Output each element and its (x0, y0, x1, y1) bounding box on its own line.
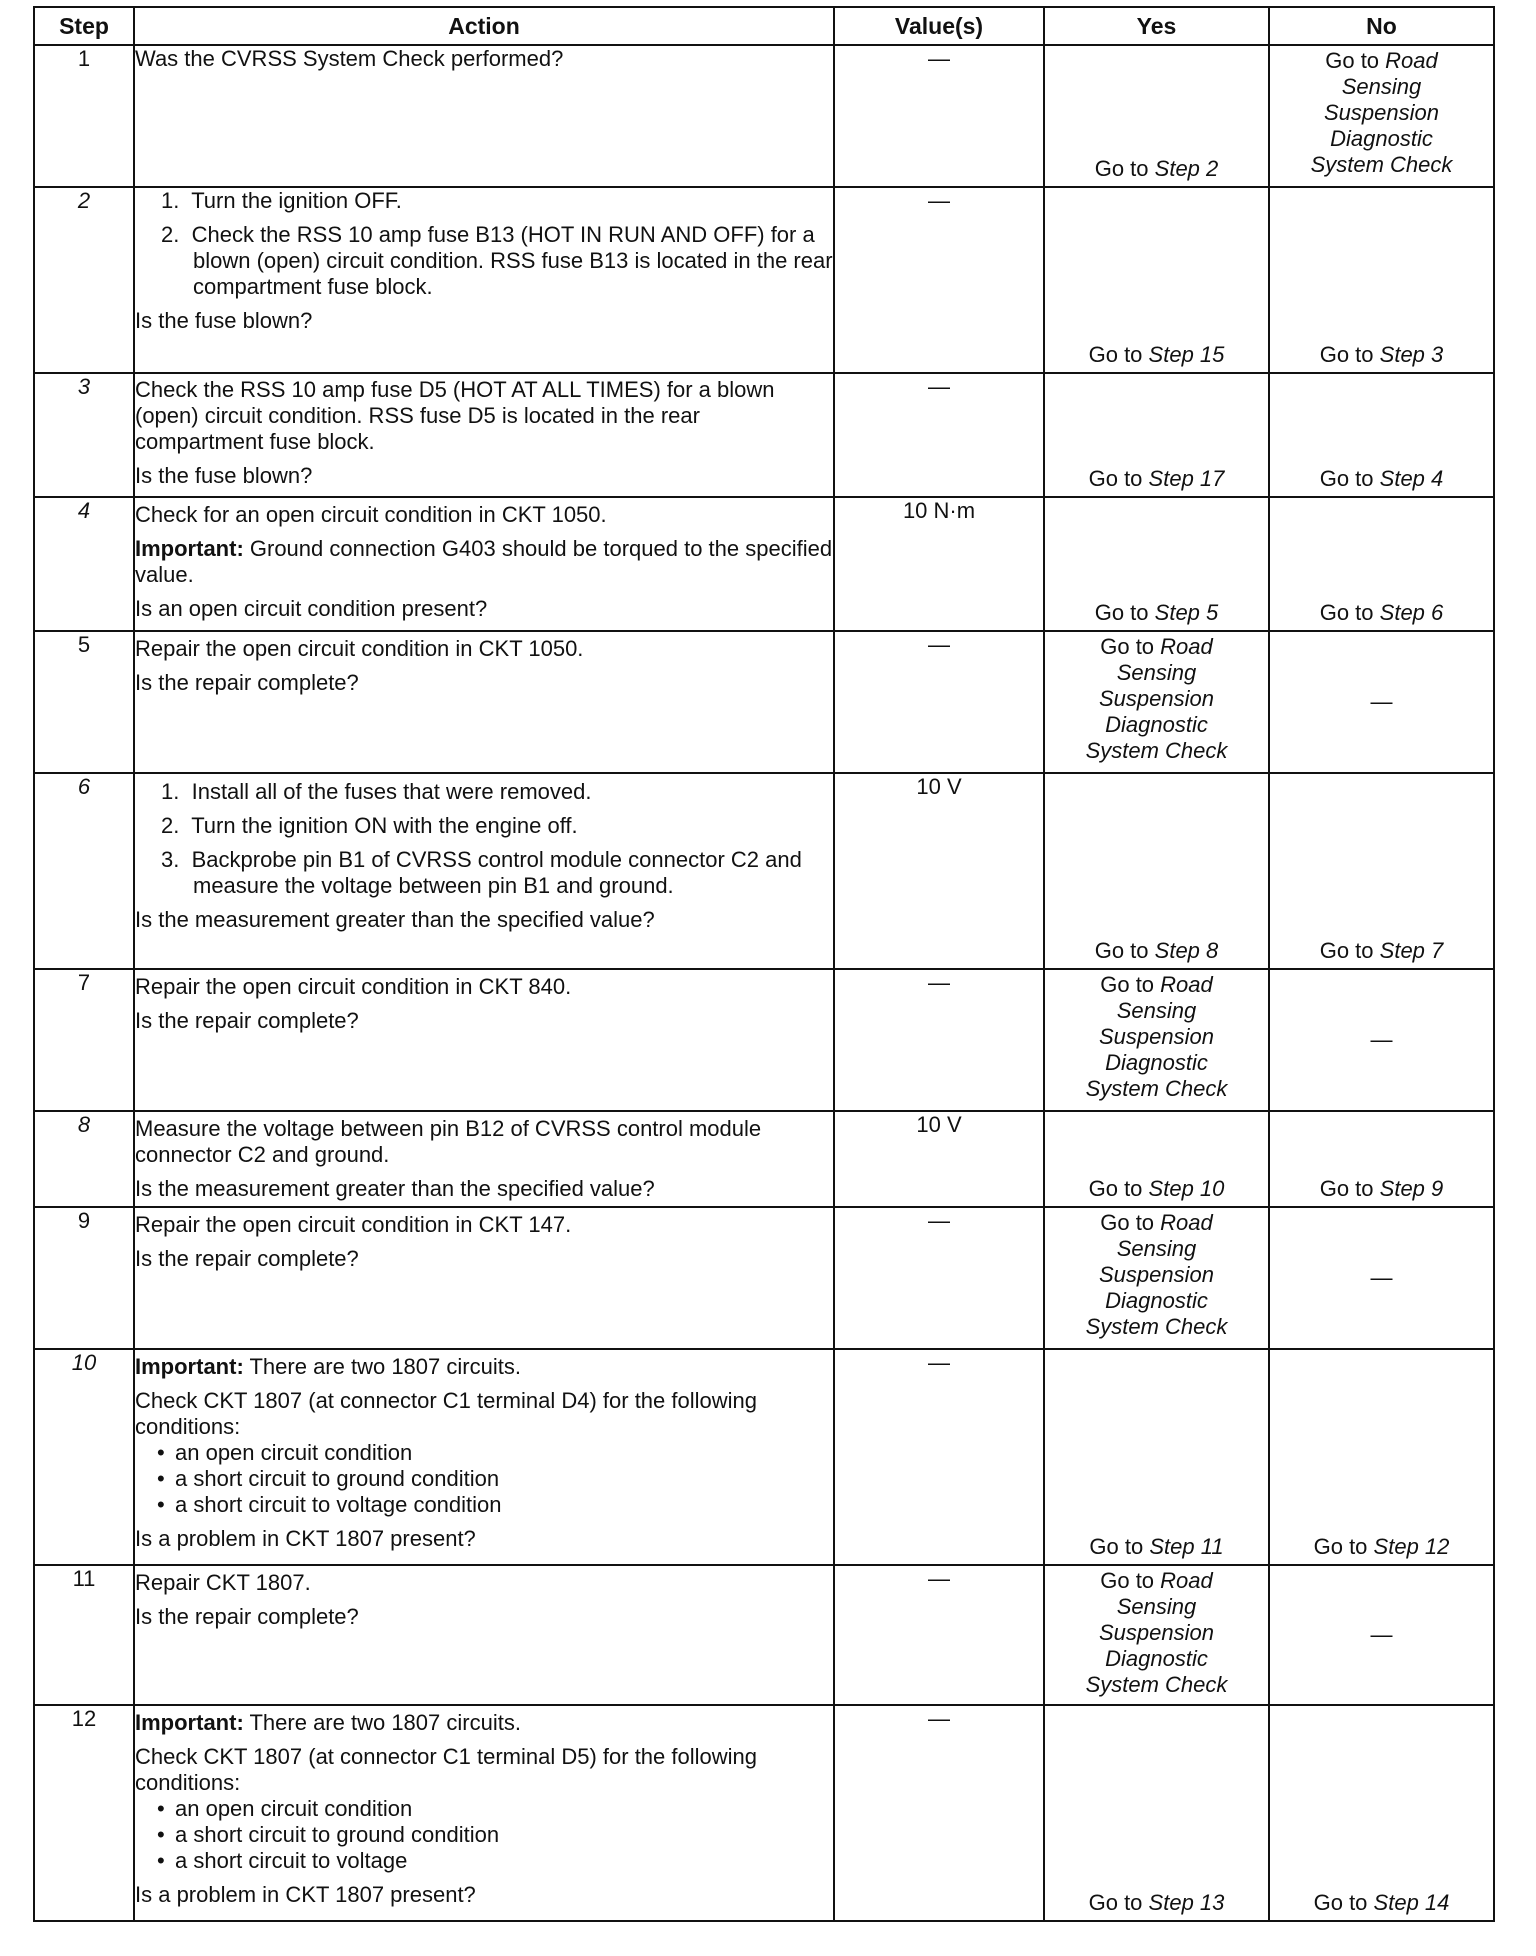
value-cell (834, 45, 1044, 187)
table-row (34, 45, 1494, 187)
step-reference: Step 11 (1149, 1534, 1224, 1559)
rss-line: Suspension (1099, 686, 1214, 711)
rss-line: System Check (1085, 1314, 1228, 1339)
table-row (34, 497, 1494, 631)
step-number: 10 (34, 1349, 134, 1565)
rss-line: Sensing (1116, 660, 1197, 685)
list-item: 1. Install all of the fuses that were removed. (161, 779, 592, 804)
action-cell (134, 1705, 834, 1921)
dash: — (928, 374, 950, 399)
rss-line: Suspension (1099, 1024, 1214, 1049)
goto-label: Go to (1100, 1568, 1155, 1593)
rss-line: Road (1385, 48, 1438, 73)
action-cell (134, 45, 834, 187)
step-number: 4 (34, 497, 134, 631)
rss-line: Diagnostic (1105, 712, 1208, 737)
numbered-list (135, 779, 833, 899)
value-cell (834, 1349, 1044, 1565)
step-number: 7 (34, 969, 134, 1111)
list-item: • a short circuit to voltage condition (135, 1492, 833, 1518)
step-reference: Step 8 (1154, 938, 1219, 963)
step-number: 11 (34, 1565, 134, 1705)
yes-cell (1044, 1207, 1269, 1349)
rss-line: Road (1160, 1210, 1213, 1235)
goto-label: Go to (1319, 1176, 1374, 1201)
step-reference: Step 15 (1148, 342, 1225, 367)
question-text: Is the repair complete? (135, 1246, 359, 1271)
step-number: 1 (34, 45, 134, 187)
goto-label: Go to (1100, 1210, 1155, 1235)
action-cell (134, 1207, 834, 1349)
action-text: Check CKT 1807 (at connector C1 terminal D4) for the following conditions: (135, 1388, 757, 1439)
rss-line: System Check (1085, 738, 1228, 763)
step-reference: Step 2 (1154, 156, 1219, 181)
goto-label: Go to (1094, 156, 1149, 181)
dash: — (928, 1706, 950, 1731)
goto-label: Go to (1319, 600, 1374, 625)
yes-cell (1044, 1349, 1269, 1565)
list-item: 1. Turn the ignition OFF. (161, 188, 402, 213)
no-cell (1269, 1565, 1494, 1705)
goto-label: Go to (1325, 48, 1380, 73)
header-yes: Yes (1044, 7, 1269, 45)
header-step: Step (34, 7, 134, 45)
list-item: • a short circuit to ground condition (135, 1822, 833, 1848)
dash: — (928, 46, 950, 71)
value-cell (834, 373, 1044, 497)
rss-line: Suspension (1324, 100, 1439, 125)
value-cell: 10 N·m (834, 497, 1044, 631)
rss-line: Sensing (1341, 74, 1422, 99)
action-cell (134, 631, 834, 773)
question-text: Is the repair complete? (135, 1604, 359, 1629)
yes-cell (1044, 187, 1269, 373)
no-cell (1269, 497, 1494, 631)
goto-label: Go to (1089, 1534, 1144, 1559)
dash: — (1370, 1027, 1393, 1052)
action-text: Check for an open circuit condition in CKT 1050. (135, 502, 607, 527)
goto-label: Go to (1100, 972, 1155, 997)
no-cell (1269, 1705, 1494, 1921)
question-text: Is the fuse blown? (135, 308, 313, 333)
step-reference: Step 12 (1373, 1534, 1450, 1559)
diagnostic-table (33, 6, 1495, 1922)
action-text: Measure the voltage between pin B12 of CVRSS control module connector C2 and ground. (135, 1116, 762, 1167)
rss-line: Road (1160, 634, 1213, 659)
rss-line: Diagnostic (1330, 126, 1433, 151)
dash: — (928, 188, 950, 213)
rss-line: System Check (1085, 1076, 1228, 1101)
list-item: • a short circuit to voltage (135, 1848, 833, 1874)
goto-label: Go to (1088, 1176, 1143, 1201)
yes-cell (1044, 1565, 1269, 1705)
question-text: Is a problem in CKT 1807 present? (135, 1882, 476, 1907)
step-reference: Step 4 (1379, 466, 1444, 491)
action-text: Repair CKT 1807. (135, 1570, 311, 1595)
value-cell: 10 V (834, 773, 1044, 969)
table-row (34, 1207, 1494, 1349)
header-no: No (1269, 7, 1494, 45)
rss-line: Diagnostic (1105, 1288, 1208, 1313)
table-row (34, 773, 1494, 969)
action-cell (134, 1565, 834, 1705)
dash: — (928, 1208, 950, 1233)
no-cell (1269, 969, 1494, 1111)
yes-cell (1044, 45, 1269, 187)
step-number: 9 (34, 1207, 134, 1349)
action-cell (134, 969, 834, 1111)
goto-label: Go to (1088, 466, 1143, 491)
table-row (34, 631, 1494, 773)
yes-cell (1044, 1111, 1269, 1207)
yes-cell (1044, 773, 1269, 969)
header-action: Action (134, 7, 834, 45)
question-text: Is the repair complete? (135, 1008, 359, 1033)
step-reference: Step 14 (1373, 1890, 1450, 1915)
dash: — (928, 1566, 950, 1591)
list-item: 2. Check the RSS 10 amp fuse B13 (HOT IN RUN AND OFF) for a blown (open) circuit condition. RSS fuse B13 is located in the rear compartment fuse block. (161, 222, 833, 299)
table-row (34, 187, 1494, 373)
dash: — (1370, 1265, 1393, 1290)
action-text: Repair the open circuit condition in CKT 840. (135, 974, 572, 999)
rss-line: Suspension (1099, 1262, 1214, 1287)
action-cell (134, 497, 834, 631)
action-text: Repair the open circuit condition in CKT 1050. (135, 636, 584, 661)
question-text: Is a problem in CKT 1807 present? (135, 1526, 476, 1551)
step-reference: Step 6 (1379, 600, 1444, 625)
table-row (34, 1565, 1494, 1705)
rss-line: System Check (1085, 1672, 1228, 1697)
rss-line: Sensing (1116, 998, 1197, 1023)
goto-label: Go to (1313, 1890, 1368, 1915)
rss-line: Sensing (1116, 1236, 1197, 1261)
table-row (34, 1111, 1494, 1207)
action-cell (134, 187, 834, 373)
value-cell (834, 1565, 1044, 1705)
yes-cell (1044, 631, 1269, 773)
no-cell (1269, 45, 1494, 187)
no-cell (1269, 187, 1494, 373)
no-cell (1269, 373, 1494, 497)
step-reference: Step 9 (1379, 1176, 1444, 1201)
step-number: 8 (34, 1111, 134, 1207)
header-row (34, 7, 1494, 45)
no-cell (1269, 1349, 1494, 1565)
question-text: Is an open circuit condition present? (135, 596, 488, 621)
no-cell (1269, 1207, 1494, 1349)
yes-cell (1044, 1705, 1269, 1921)
goto-label: Go to (1094, 600, 1149, 625)
goto-label: Go to (1094, 938, 1149, 963)
list-item: • an open circuit condition (135, 1796, 833, 1822)
step-reference: Step 13 (1148, 1890, 1225, 1915)
rss-line: Sensing (1116, 1594, 1197, 1619)
list-item: • an open circuit condition (135, 1440, 833, 1466)
dash: — (1370, 1622, 1393, 1647)
bullet-list (135, 1440, 833, 1518)
table-row (34, 969, 1494, 1111)
goto-label: Go to (1313, 1534, 1368, 1559)
table-row (34, 1349, 1494, 1565)
rss-line: Suspension (1099, 1620, 1214, 1645)
action-cell (134, 773, 834, 969)
step-reference: Step 5 (1154, 600, 1219, 625)
question-text: Is the fuse blown? (135, 463, 313, 488)
goto-label: Go to (1319, 342, 1374, 367)
goto-label: Go to (1088, 342, 1143, 367)
important-note: Important: There are two 1807 circuits. (135, 1710, 521, 1735)
rss-line: Road (1160, 1568, 1213, 1593)
action-text: Check the RSS 10 amp fuse D5 (HOT AT ALL TIMES) for a blown (open) circuit condition. RSS fuse D5 is located in the rear compartment fuse block. (135, 377, 775, 454)
action-cell (134, 1111, 834, 1207)
value-cell: 10 V (834, 1111, 1044, 1207)
dash: — (928, 632, 950, 657)
step-reference: Step 10 (1148, 1176, 1225, 1201)
rss-line: Diagnostic (1105, 1646, 1208, 1671)
action-cell (134, 373, 834, 497)
step-reference: Step 17 (1148, 466, 1225, 491)
question-text: Is the repair complete? (135, 670, 359, 695)
rss-line: System Check (1310, 152, 1453, 177)
step-number: 6 (34, 773, 134, 969)
question-text: Is the measurement greater than the specified value? (135, 1176, 655, 1201)
goto-label: Go to (1100, 634, 1155, 659)
yes-cell (1044, 969, 1269, 1111)
yes-cell (1044, 497, 1269, 631)
important-note: Important: There are two 1807 circuits. (135, 1354, 521, 1379)
no-cell (1269, 773, 1494, 969)
value-cell (834, 969, 1044, 1111)
goto-label: Go to (1319, 938, 1374, 963)
rss-line: Diagnostic (1105, 1050, 1208, 1075)
step-number: 12 (34, 1705, 134, 1921)
numbered-list (135, 188, 833, 300)
step-number: 3 (34, 373, 134, 497)
value-cell (834, 631, 1044, 773)
step-reference: Step 7 (1379, 938, 1444, 963)
list-item: 2. Turn the ignition ON with the engine off. (161, 813, 578, 838)
action-text: Repair the open circuit condition in CKT 147. (135, 1212, 572, 1237)
important-note: Important: Ground connection G403 should be torqued to the specified value. (135, 536, 833, 587)
header-values: Value(s) (834, 7, 1044, 45)
table-row (34, 1705, 1494, 1921)
action-text: Check CKT 1807 (at connector C1 terminal D5) for the following conditions: (135, 1744, 757, 1795)
step-reference: Step 3 (1379, 342, 1444, 367)
list-item: 3. Backprobe pin B1 of CVRSS control module connector C2 and measure the voltage between pin B1 and ground. (161, 847, 802, 898)
value-cell (834, 1705, 1044, 1921)
dash: — (928, 970, 950, 995)
goto-label: Go to (1088, 1890, 1143, 1915)
question-text: Is the measurement greater than the specified value? (135, 907, 655, 932)
no-cell (1269, 631, 1494, 773)
action-text: Was the CVRSS System Check performed? (135, 46, 564, 71)
list-item: • a short circuit to ground condition (135, 1466, 833, 1492)
no-cell (1269, 1111, 1494, 1207)
goto-label: Go to (1319, 466, 1374, 491)
rss-line: Road (1160, 972, 1213, 997)
action-cell (134, 1349, 834, 1565)
table-row (34, 373, 1494, 497)
yes-cell (1044, 373, 1269, 497)
dash: — (928, 1350, 950, 1375)
dash: — (1370, 689, 1393, 714)
bullet-list (135, 1796, 833, 1874)
value-cell (834, 187, 1044, 373)
step-number: 5 (34, 631, 134, 773)
step-number: 2 (34, 187, 134, 373)
value-cell (834, 1207, 1044, 1349)
